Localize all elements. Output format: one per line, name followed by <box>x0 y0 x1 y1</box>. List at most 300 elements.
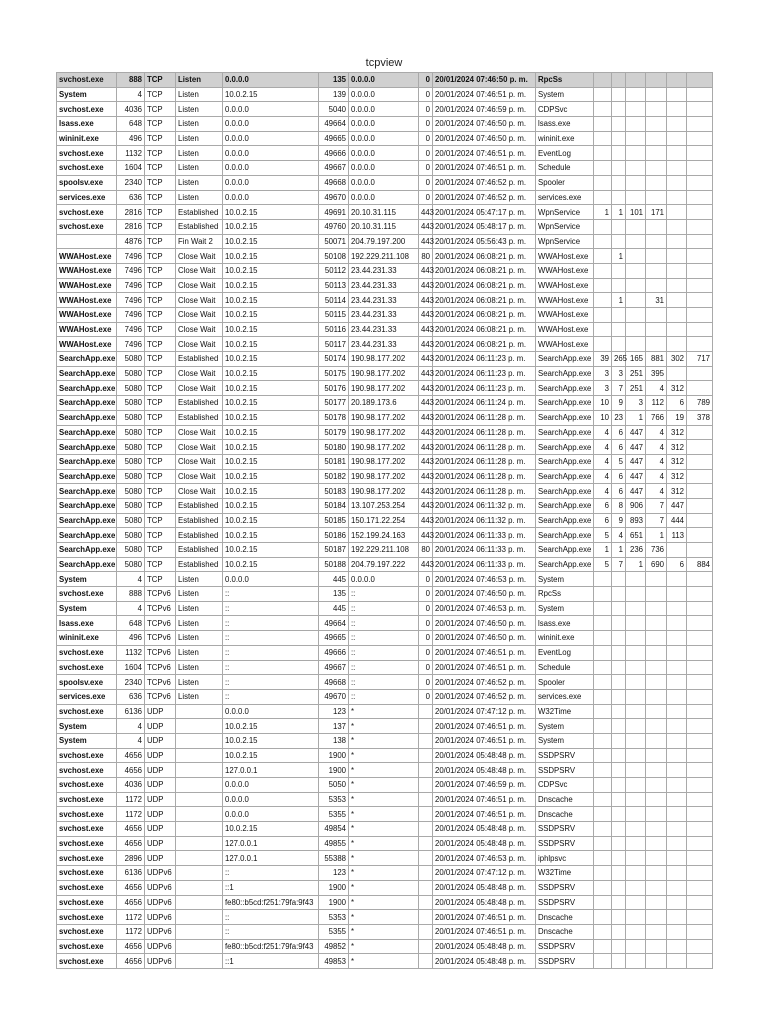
cell-create-time: 20/01/2024 06:08:21 p. m. <box>433 293 536 308</box>
cell-local-address: 10.0.2.15 <box>223 219 319 234</box>
cell-create-time: 20/01/2024 06:11:23 p. m. <box>433 381 536 396</box>
cell-col-16 <box>687 645 713 660</box>
cell-recv-packets <box>612 807 626 822</box>
cell-process: System <box>57 719 117 734</box>
cell-module: SearchApp.exe <box>536 469 594 484</box>
cell-state <box>176 851 223 866</box>
cell-recv-bytes: 736 <box>646 543 667 558</box>
cell-col-16 <box>687 249 713 264</box>
cell-local-port: 49665 <box>319 131 349 146</box>
cell-remote-address: * <box>349 954 419 969</box>
cell-process: svchost.exe <box>57 73 117 88</box>
cell-col-16 <box>687 880 713 895</box>
cell-sent-bytes <box>626 161 646 176</box>
cell-create-time: 20/01/2024 05:48:48 p. m. <box>433 880 536 895</box>
table-row <box>57 645 713 660</box>
cell-local-port: 50117 <box>319 337 349 352</box>
cell-remote-port <box>419 880 433 895</box>
cell-module: services.exe <box>536 689 594 704</box>
cell-state: Listen <box>176 660 223 675</box>
cell-module: Schedule <box>536 161 594 176</box>
cell-state <box>176 748 223 763</box>
cell-remote-address: * <box>349 924 419 939</box>
cell-process: spoolsv.exe <box>57 675 117 690</box>
cell-recv-packets: 6 <box>612 425 626 440</box>
cell-col-16 <box>687 366 713 381</box>
cell-process: services.exe <box>57 689 117 704</box>
cell-sent-bytes <box>626 73 646 88</box>
cell-create-time: 20/01/2024 05:48:48 p. m. <box>433 822 536 837</box>
cell-local-port: 139 <box>319 87 349 102</box>
cell-local-address: 10.0.2.15 <box>223 308 319 323</box>
cell-local-port: 50186 <box>319 528 349 543</box>
table-row <box>57 557 713 572</box>
cell-sent-packets <box>594 572 612 587</box>
cell-protocol: UDP <box>145 851 176 866</box>
table-row <box>57 601 713 616</box>
cell-col-15: 312 <box>667 469 687 484</box>
cell-state: Close Wait <box>176 263 223 278</box>
cell-sent-bytes <box>626 631 646 646</box>
cell-remote-address: 0.0.0.0 <box>349 102 419 117</box>
cell-state <box>176 719 223 734</box>
cell-recv-packets <box>612 792 626 807</box>
cell-local-address: 10.0.2.15 <box>223 396 319 411</box>
cell-module: SSDPSRV <box>536 939 594 954</box>
cell-remote-port <box>419 778 433 793</box>
cell-local-address: 10.0.2.15 <box>223 454 319 469</box>
cell-process: SearchApp.exe <box>57 484 117 499</box>
cell-process: svchost.exe <box>57 778 117 793</box>
cell-recv-bytes: 4 <box>646 469 667 484</box>
cell-remote-address: 152.199.24.163 <box>349 528 419 543</box>
cell-col-16 <box>687 293 713 308</box>
cell-module: WpnService <box>536 234 594 249</box>
cell-process: svchost.exe <box>57 660 117 675</box>
cell-sent-packets <box>594 73 612 88</box>
cell-pid: 7496 <box>117 293 145 308</box>
cell-process: SearchApp.exe <box>57 352 117 367</box>
table-row <box>57 410 713 425</box>
cell-local-port: 5355 <box>319 807 349 822</box>
cell-remote-port: 0 <box>419 689 433 704</box>
cell-sent-packets <box>594 704 612 719</box>
cell-remote-address: * <box>349 895 419 910</box>
cell-state: Established <box>176 219 223 234</box>
cell-protocol: TCP <box>145 161 176 176</box>
cell-module: CDPSvc <box>536 102 594 117</box>
cell-local-address: 0.0.0.0 <box>223 807 319 822</box>
cell-recv-bytes <box>646 895 667 910</box>
cell-local-address: 10.0.2.15 <box>223 440 319 455</box>
cell-sent-bytes: 651 <box>626 528 646 543</box>
cell-recv-bytes: 766 <box>646 410 667 425</box>
cell-recv-packets <box>612 337 626 352</box>
cell-recv-packets <box>612 836 626 851</box>
cell-pid: 636 <box>117 190 145 205</box>
cell-col-16 <box>687 763 713 778</box>
table-row <box>57 308 713 323</box>
cell-local-address: 0.0.0.0 <box>223 792 319 807</box>
cell-protocol: TCP <box>145 308 176 323</box>
cell-pid: 4 <box>117 719 145 734</box>
cell-col-16 <box>687 601 713 616</box>
cell-protocol: TCP <box>145 278 176 293</box>
cell-create-time: 20/01/2024 07:46:52 p. m. <box>433 689 536 704</box>
cell-sent-bytes: 1 <box>626 557 646 572</box>
cell-col-16: 717 <box>687 352 713 367</box>
cell-module: WWAHost.exe <box>536 249 594 264</box>
cell-local-port: 49855 <box>319 836 349 851</box>
cell-col-16 <box>687 73 713 88</box>
cell-sent-bytes: 3 <box>626 396 646 411</box>
cell-sent-packets: 4 <box>594 440 612 455</box>
cell-remote-port: 0 <box>419 601 433 616</box>
cell-process: System <box>57 572 117 587</box>
cell-remote-address: :: <box>349 587 419 602</box>
cell-remote-address: 150.171.22.254 <box>349 513 419 528</box>
cell-recv-bytes <box>646 601 667 616</box>
cell-module: SSDPSRV <box>536 748 594 763</box>
cell-create-time: 20/01/2024 05:48:48 p. m. <box>433 939 536 954</box>
cell-remote-port: 80 <box>419 543 433 558</box>
cell-recv-packets <box>612 175 626 190</box>
cell-process: svchost.exe <box>57 146 117 161</box>
table-row <box>57 822 713 837</box>
table-row <box>57 616 713 631</box>
cell-process: svchost.exe <box>57 704 117 719</box>
cell-col-16 <box>687 895 713 910</box>
cell-local-address: 10.0.2.15 <box>223 528 319 543</box>
cell-col-15: 312 <box>667 440 687 455</box>
cell-local-address: :: <box>223 645 319 660</box>
cell-pid: 4656 <box>117 836 145 851</box>
cell-col-16 <box>687 748 713 763</box>
cell-local-port: 445 <box>319 601 349 616</box>
table-row <box>57 249 713 264</box>
cell-state: Close Wait <box>176 484 223 499</box>
cell-protocol: TCP <box>145 102 176 117</box>
cell-remote-port <box>419 719 433 734</box>
cell-col-16 <box>687 102 713 117</box>
cell-col-15: 6 <box>667 557 687 572</box>
cell-remote-port: 443 <box>419 234 433 249</box>
cell-col-15: 312 <box>667 381 687 396</box>
cell-create-time: 20/01/2024 07:46:53 p. m. <box>433 851 536 866</box>
cell-pid: 7496 <box>117 278 145 293</box>
cell-state: Established <box>176 410 223 425</box>
cell-recv-bytes <box>646 954 667 969</box>
cell-col-15 <box>667 322 687 337</box>
cell-recv-packets: 6 <box>612 469 626 484</box>
cell-local-address: 0.0.0.0 <box>223 102 319 117</box>
cell-state: Listen <box>176 601 223 616</box>
cell-col-16 <box>687 308 713 323</box>
cell-remote-address: * <box>349 851 419 866</box>
cell-process: svchost.exe <box>57 866 117 881</box>
cell-create-time: 20/01/2024 07:46:51 p. m. <box>433 719 536 734</box>
cell-col-16 <box>687 263 713 278</box>
cell-state: Listen <box>176 161 223 176</box>
cell-remote-address: 0.0.0.0 <box>349 146 419 161</box>
cell-sent-packets <box>594 939 612 954</box>
cell-pid: 2816 <box>117 205 145 220</box>
cell-remote-port <box>419 792 433 807</box>
cell-local-port: 50071 <box>319 234 349 249</box>
cell-remote-address: 0.0.0.0 <box>349 73 419 88</box>
cell-sent-packets: 39 <box>594 352 612 367</box>
cell-local-address: :: <box>223 910 319 925</box>
cell-recv-packets <box>612 161 626 176</box>
cell-remote-address: 190.98.177.202 <box>349 381 419 396</box>
cell-protocol: TCP <box>145 396 176 411</box>
cell-sent-bytes <box>626 146 646 161</box>
cell-module: Dnscache <box>536 807 594 822</box>
cell-recv-bytes <box>646 675 667 690</box>
cell-state: Close Wait <box>176 249 223 264</box>
cell-sent-bytes <box>626 234 646 249</box>
cell-pid: 1604 <box>117 660 145 675</box>
cell-col-16 <box>687 513 713 528</box>
cell-recv-bytes <box>646 278 667 293</box>
cell-module: EventLog <box>536 645 594 660</box>
cell-sent-packets <box>594 146 612 161</box>
cell-module: WpnService <box>536 219 594 234</box>
cell-local-address: 10.0.2.15 <box>223 513 319 528</box>
cell-local-port: 49666 <box>319 645 349 660</box>
cell-remote-address: 23.44.231.33 <box>349 308 419 323</box>
cell-module: WWAHost.exe <box>536 263 594 278</box>
cell-sent-bytes <box>626 278 646 293</box>
cell-pid: 636 <box>117 689 145 704</box>
cell-process: wininit.exe <box>57 631 117 646</box>
cell-state: Listen <box>176 131 223 146</box>
cell-col-15 <box>667 939 687 954</box>
cell-protocol: TCP <box>145 352 176 367</box>
cell-remote-port <box>419 954 433 969</box>
cell-process: SearchApp.exe <box>57 396 117 411</box>
cell-process: svchost.exe <box>57 880 117 895</box>
cell-recv-packets <box>612 263 626 278</box>
cell-state <box>176 954 223 969</box>
cell-protocol: UDPv6 <box>145 954 176 969</box>
cell-pid: 5080 <box>117 381 145 396</box>
cell-col-15: 302 <box>667 352 687 367</box>
cell-local-port: 50180 <box>319 440 349 455</box>
cell-sent-packets <box>594 278 612 293</box>
cell-module: SearchApp.exe <box>536 454 594 469</box>
cell-module: SearchApp.exe <box>536 381 594 396</box>
cell-module: lsass.exe <box>536 616 594 631</box>
cell-state: Listen <box>176 175 223 190</box>
cell-remote-address: :: <box>349 660 419 675</box>
cell-remote-address: :: <box>349 601 419 616</box>
cell-sent-bytes <box>626 895 646 910</box>
cell-remote-port: 0 <box>419 117 433 132</box>
cell-process: svchost.exe <box>57 205 117 220</box>
cell-local-address: 10.0.2.15 <box>223 87 319 102</box>
cell-recv-packets <box>612 631 626 646</box>
cell-col-15 <box>667 234 687 249</box>
cell-module: WWAHost.exe <box>536 308 594 323</box>
cell-local-address: 127.0.0.1 <box>223 836 319 851</box>
cell-recv-bytes <box>646 851 667 866</box>
cell-recv-bytes <box>646 660 667 675</box>
cell-protocol: UDPv6 <box>145 895 176 910</box>
cell-state: Established <box>176 205 223 220</box>
cell-protocol: TCPv6 <box>145 675 176 690</box>
cell-remote-port: 0 <box>419 175 433 190</box>
connections-table <box>56 72 713 969</box>
cell-recv-packets: 265 <box>612 352 626 367</box>
cell-process: SearchApp.exe <box>57 513 117 528</box>
cell-col-16 <box>687 87 713 102</box>
cell-local-port: 55388 <box>319 851 349 866</box>
cell-col-16 <box>687 454 713 469</box>
cell-sent-bytes <box>626 601 646 616</box>
cell-col-15 <box>667 190 687 205</box>
cell-module: WWAHost.exe <box>536 337 594 352</box>
cell-protocol: TCP <box>145 469 176 484</box>
cell-remote-port: 443 <box>419 440 433 455</box>
cell-pid: 6136 <box>117 704 145 719</box>
cell-create-time: 20/01/2024 06:11:28 p. m. <box>433 484 536 499</box>
cell-sent-bytes: 447 <box>626 484 646 499</box>
cell-remote-port: 443 <box>419 337 433 352</box>
cell-create-time: 20/01/2024 06:08:21 p. m. <box>433 263 536 278</box>
cell-sent-packets: 4 <box>594 425 612 440</box>
cell-col-15 <box>667 792 687 807</box>
cell-module: WWAHost.exe <box>536 278 594 293</box>
cell-local-address: 10.0.2.15 <box>223 425 319 440</box>
cell-create-time: 20/01/2024 06:11:33 p. m. <box>433 543 536 558</box>
cell-create-time: 20/01/2024 05:47:17 p. m. <box>433 205 536 220</box>
cell-process: svchost.exe <box>57 924 117 939</box>
cell-col-15 <box>667 293 687 308</box>
cell-col-15 <box>667 263 687 278</box>
cell-local-address: 0.0.0.0 <box>223 73 319 88</box>
cell-state <box>176 910 223 925</box>
cell-state: Listen <box>176 675 223 690</box>
cell-sent-bytes <box>626 293 646 308</box>
cell-process: SearchApp.exe <box>57 543 117 558</box>
cell-recv-packets <box>612 219 626 234</box>
cell-local-address: 10.0.2.15 <box>223 249 319 264</box>
cell-local-port: 49664 <box>319 616 349 631</box>
cell-pid: 5080 <box>117 513 145 528</box>
cell-col-16 <box>687 704 713 719</box>
cell-remote-address: 190.98.177.202 <box>349 410 419 425</box>
cell-sent-bytes <box>626 322 646 337</box>
cell-process: svchost.exe <box>57 161 117 176</box>
cell-sent-bytes <box>626 263 646 278</box>
cell-col-16 <box>687 910 713 925</box>
cell-local-address: :: <box>223 601 319 616</box>
cell-sent-packets: 3 <box>594 381 612 396</box>
cell-local-address: 0.0.0.0 <box>223 572 319 587</box>
cell-col-16: 789 <box>687 396 713 411</box>
cell-col-15 <box>667 880 687 895</box>
cell-create-time: 20/01/2024 05:48:48 p. m. <box>433 954 536 969</box>
cell-state: Close Wait <box>176 308 223 323</box>
cell-sent-packets <box>594 117 612 132</box>
cell-pid: 1172 <box>117 807 145 822</box>
cell-remote-address: * <box>349 792 419 807</box>
cell-recv-bytes <box>646 748 667 763</box>
cell-sent-packets: 1 <box>594 543 612 558</box>
cell-remote-port: 443 <box>419 293 433 308</box>
table-row <box>57 910 713 925</box>
cell-state: Established <box>176 543 223 558</box>
cell-col-15: 312 <box>667 484 687 499</box>
cell-create-time: 20/01/2024 07:46:50 p. m. <box>433 587 536 602</box>
cell-create-time: 20/01/2024 07:47:12 p. m. <box>433 704 536 719</box>
cell-remote-address: * <box>349 704 419 719</box>
cell-col-15 <box>667 146 687 161</box>
cell-local-address: :: <box>223 631 319 646</box>
cell-col-16 <box>687 587 713 602</box>
cell-protocol: UDP <box>145 792 176 807</box>
cell-remote-port: 0 <box>419 616 433 631</box>
cell-module: Dnscache <box>536 792 594 807</box>
cell-remote-port: 443 <box>419 454 433 469</box>
cell-protocol: TCP <box>145 425 176 440</box>
cell-sent-bytes <box>626 880 646 895</box>
cell-module: SearchApp.exe <box>536 352 594 367</box>
cell-sent-bytes: 893 <box>626 513 646 528</box>
cell-create-time: 20/01/2024 06:11:33 p. m. <box>433 557 536 572</box>
cell-protocol: TCP <box>145 131 176 146</box>
cell-remote-port: 0 <box>419 631 433 646</box>
cell-local-address: ::1 <box>223 954 319 969</box>
cell-sent-bytes: 447 <box>626 469 646 484</box>
cell-remote-address: 0.0.0.0 <box>349 175 419 190</box>
cell-sent-packets <box>594 249 612 264</box>
cell-remote-address: :: <box>349 689 419 704</box>
cell-module: W32Time <box>536 866 594 881</box>
cell-protocol: UDP <box>145 763 176 778</box>
cell-pid: 496 <box>117 631 145 646</box>
cell-local-address: :: <box>223 587 319 602</box>
cell-remote-port <box>419 733 433 748</box>
cell-local-address: 10.0.2.15 <box>223 381 319 396</box>
cell-create-time: 20/01/2024 07:46:51 p. m. <box>433 910 536 925</box>
cell-process: svchost.exe <box>57 219 117 234</box>
cell-col-15: 113 <box>667 528 687 543</box>
cell-create-time: 20/01/2024 07:46:51 p. m. <box>433 807 536 822</box>
table-header-row <box>57 73 713 88</box>
cell-local-port: 123 <box>319 704 349 719</box>
cell-recv-bytes <box>646 175 667 190</box>
table-row <box>57 352 713 367</box>
cell-local-address: 10.0.2.15 <box>223 352 319 367</box>
cell-module: Dnscache <box>536 910 594 925</box>
table-row <box>57 954 713 969</box>
cell-recv-packets <box>612 822 626 837</box>
cell-sent-packets <box>594 954 612 969</box>
cell-sent-bytes <box>626 748 646 763</box>
cell-local-address: 10.0.2.15 <box>223 366 319 381</box>
cell-remote-port: 443 <box>419 557 433 572</box>
cell-sent-bytes <box>626 675 646 690</box>
cell-col-15 <box>667 366 687 381</box>
table-row <box>57 425 713 440</box>
cell-sent-packets <box>594 337 612 352</box>
cell-col-16 <box>687 381 713 396</box>
cell-local-address: 0.0.0.0 <box>223 131 319 146</box>
cell-col-15 <box>667 249 687 264</box>
cell-col-15: 447 <box>667 498 687 513</box>
